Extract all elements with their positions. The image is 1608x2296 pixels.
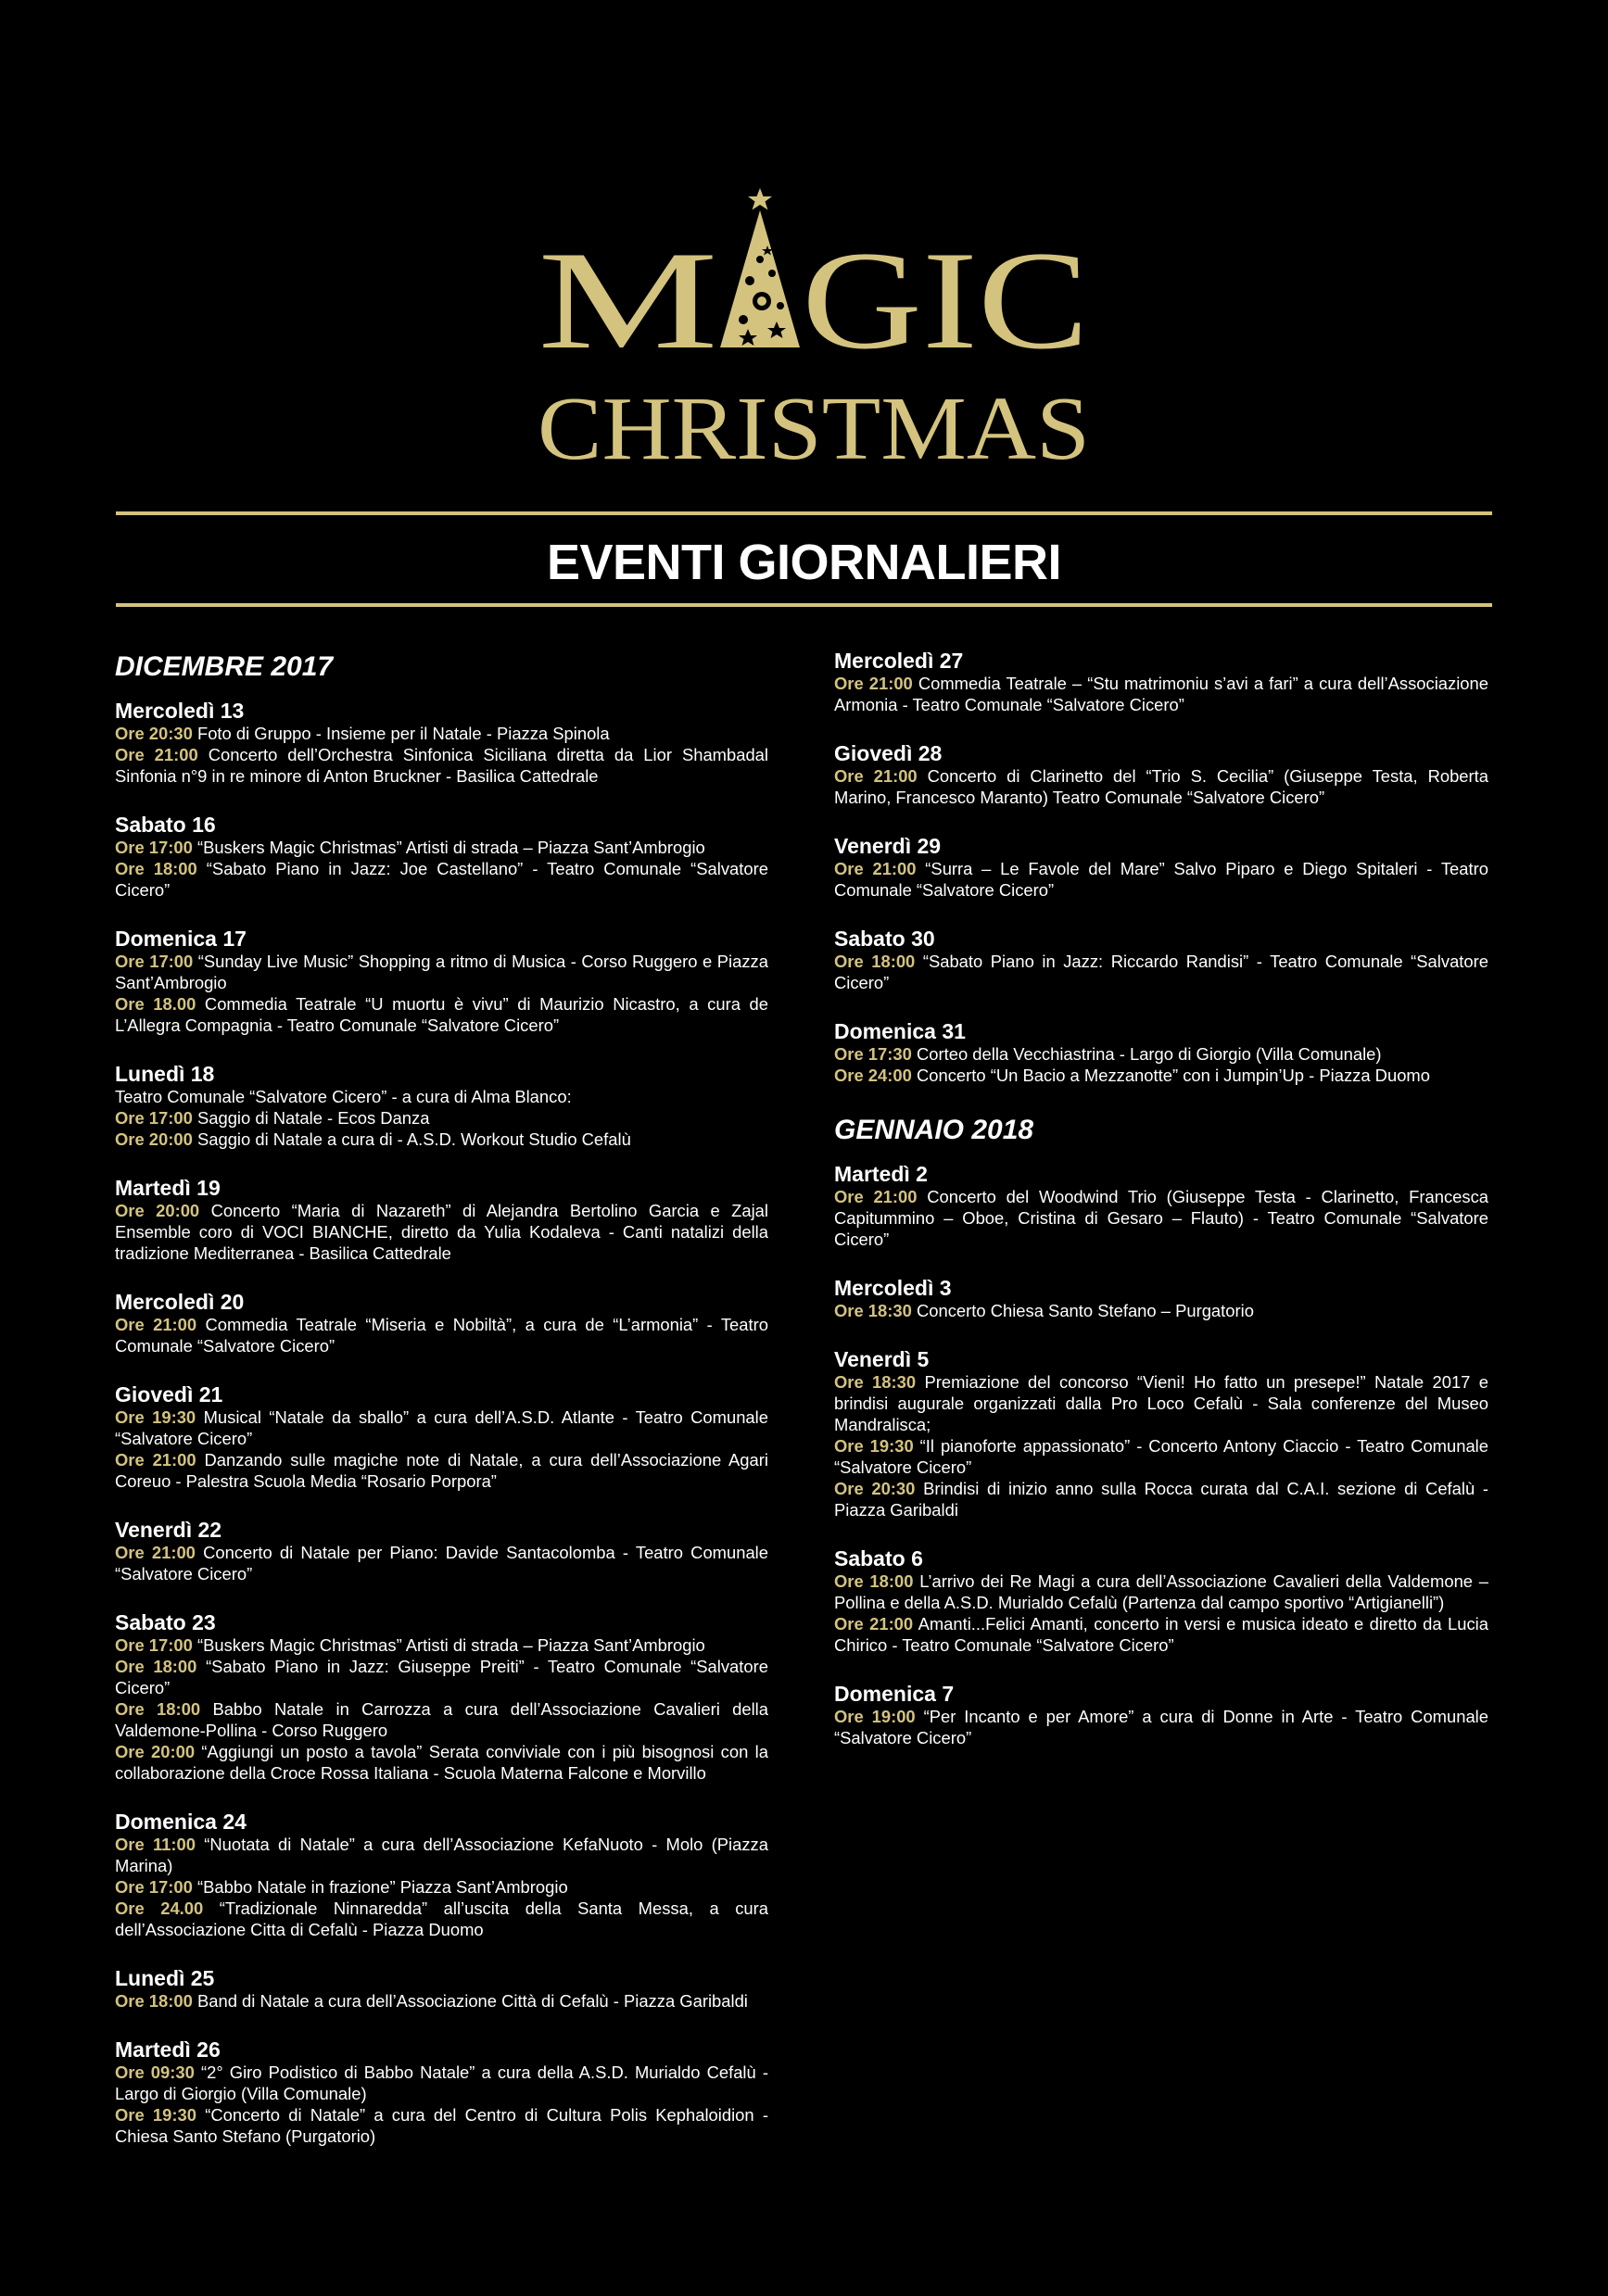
event-time: Ore 20:30 <box>115 724 193 743</box>
event-time: Ore 18:00 <box>115 859 197 878</box>
day-block <box>115 1062 768 1150</box>
day-intro: Teatro Comunale “Salvatore Cicero” - a cura di Alma Blanco: <box>115 1087 572 1106</box>
event-time: Ore 18:00 <box>834 1571 914 1591</box>
day-title: Giovedì 21 <box>115 1382 223 1407</box>
day-block <box>115 1610 768 1784</box>
event-item <box>115 1129 768 1150</box>
day-block <box>115 1966 768 2012</box>
day-title: Mercoledì 3 <box>834 1276 952 1300</box>
day-title: Domenica 17 <box>115 927 247 951</box>
event-description: “2° Giro Podistico di Babbo Natale” a cura della A.S.D. Murialdo Cefalù - Largo di Giorgio (Villa Comunale) <box>115 2063 768 2103</box>
event-description: Brindisi di inizio anno sulla Rocca curata dal C.A.I. sezione di Cefalù - Piazza Garibaldi <box>834 1479 1488 1520</box>
event-time: Ore 17:00 <box>115 1108 193 1128</box>
event-description: “Concerto di Natale” a cura del Centro di Cultura Polis Kephaloidion - Chiesa Santo Stefano (Purgatorio) <box>115 2105 768 2146</box>
logo-line2: CHRISTMAS <box>538 379 1090 468</box>
event-item <box>115 1449 768 1492</box>
event-time: Ore 20:00 <box>115 1201 200 1220</box>
event-item <box>115 1542 768 1584</box>
event-description: “Nuotata di Natale” a cura dell’Associazione KefaNuoto - Molo (Piazza Marina) <box>115 1835 768 1875</box>
event-time: Ore 19:30 <box>115 2105 196 2125</box>
day-title: Sabato 16 <box>115 813 216 837</box>
event-time: Ore 19:30 <box>115 1407 196 1427</box>
event-description: “Buskers Magic Christmas” Artisti di strada – Piazza Sant’Ambrogio <box>196 1635 705 1655</box>
event-time: Ore 19:00 <box>834 1707 916 1726</box>
day-block <box>834 1276 1488 1321</box>
event-item <box>115 1407 768 1449</box>
event-item <box>115 837 768 858</box>
event-time: Ore 24:00 <box>834 1066 912 1085</box>
event-time: Ore 18:00 <box>834 952 916 971</box>
event-item <box>115 2062 768 2104</box>
event-description: Concerto dell’Orchestra Sinfonica Siciliana diretta da Lior Shambadal Sinfonia n°9 in re minore di Anton Bruckner - Basilica Cattedrale <box>115 745 768 786</box>
event-description: “Surra – Le Favole del Mare” Salvo Piparo e Diego Spitaleri - Teatro Comunale “Salvatore Cicero” <box>834 859 1488 900</box>
event-item <box>115 1314 768 1356</box>
event-description: “Il pianoforte appassionato” - Concerto Antony Ciaccio - Teatro Comunale “Salvatore Cicero” <box>834 1436 1488 1477</box>
event-description: Amanti...Felici Amanti, concerto in versi e musica ideato e diretto da Lucia Chirico - Teatro Comunale “Salvatore Cicero” <box>834 1614 1488 1655</box>
day-title: Giovedì 28 <box>834 741 943 765</box>
event-time: Ore 20:00 <box>115 1129 193 1149</box>
event-description: “Tradizionale Ninnaredda” all’uscita della Santa Messa, a cura dell’Associazione Citta di Cefalù - Piazza Duomo <box>115 1899 768 1939</box>
event-time: Ore 18.00 <box>115 994 196 1014</box>
day-title: Venerdì 5 <box>834 1347 930 1371</box>
day-block <box>834 649 1488 715</box>
day-title: Venerdì 29 <box>834 834 942 858</box>
day-title: Venerdì 22 <box>115 1518 222 1542</box>
day-block <box>115 927 768 1036</box>
event-time: Ore 18:00 <box>115 1657 197 1676</box>
event-description: “Per Incanto e per Amore” a cura di Donne in Arte - Teatro Comunale “Salvatore Cicero” <box>834 1707 1488 1747</box>
event-time: Ore 18:00 <box>115 1699 201 1719</box>
event-description: Corteo della Vecchiastrina - Largo di Giorgio (Villa Comunale) <box>916 1044 1382 1064</box>
event-item <box>834 1300 1488 1321</box>
day-title: Martedì 19 <box>115 1176 221 1200</box>
event-item <box>834 951 1488 993</box>
event-time: Ore 21:00 <box>115 1450 196 1470</box>
event-time: Ore 21:00 <box>115 1543 196 1562</box>
day-block <box>115 1810 768 1940</box>
event-description: “Aggiungi un posto a tavola” Serata conviviale con i più bisognosi con la collaborazione della Croce Rossa Italiana - Scuola Materna Falcone e Morvillo <box>115 1742 768 1783</box>
day-block <box>115 1382 768 1492</box>
event-item <box>834 1371 1488 1435</box>
title-rule-bottom <box>116 603 1492 607</box>
event-item <box>834 1478 1488 1520</box>
event-time: Ore 09:30 <box>115 2063 195 2082</box>
day-title: Mercoledì 20 <box>115 1290 245 1314</box>
day-title: Domenica 7 <box>834 1682 955 1706</box>
day-block <box>115 1518 768 1584</box>
event-item <box>834 1065 1488 1086</box>
day-block <box>834 1347 1488 1520</box>
event-item <box>115 723 768 744</box>
day-block <box>834 1162 1488 1250</box>
page-title: EVENTI GIORNALIERI <box>546 535 1062 590</box>
event-time: Ore 21:00 <box>834 1614 914 1634</box>
event-item <box>834 1571 1488 1613</box>
event-item <box>834 1043 1488 1065</box>
event-item <box>115 1990 768 2012</box>
day-block <box>834 741 1488 808</box>
events-column-left <box>115 649 768 2173</box>
event-item <box>834 765 1488 808</box>
day-title: Mercoledì 13 <box>115 699 245 723</box>
event-description: Band di Natale a cura dell’Associazione Città di Cefalù - Piazza Garibaldi <box>196 1991 748 2011</box>
event-time: Ore 19:30 <box>834 1436 914 1456</box>
day-title: Lunedì 25 <box>115 1966 215 1990</box>
event-item <box>115 951 768 993</box>
event-time: Ore 21:00 <box>834 766 918 786</box>
day-title: Sabato 23 <box>115 1610 216 1634</box>
day-block <box>834 1682 1488 1748</box>
event-item <box>834 858 1488 901</box>
event-time: Ore 17:00 <box>115 952 194 971</box>
event-description: “Babbo Natale in frazione” Piazza Sant’Ambrogio <box>196 1877 568 1897</box>
day-block <box>115 699 768 787</box>
event-time: Ore 17:00 <box>115 1877 193 1897</box>
event-time: Ore 17:00 <box>115 838 193 857</box>
event-item <box>115 1876 768 1898</box>
event-description: Concerto Chiesa Santo Stefano – Purgatorio <box>916 1301 1254 1320</box>
day-block <box>115 1290 768 1356</box>
event-item <box>115 993 768 1036</box>
event-item <box>115 1656 768 1698</box>
event-time: Ore 18:30 <box>834 1372 917 1392</box>
christmas-tree-logo-icon <box>538 181 1094 468</box>
day-title: Martedì 2 <box>834 1162 928 1186</box>
event-time: Ore 21:00 <box>115 745 198 764</box>
event-description: Concerto “Un Bacio a Mezzanotte” con i Jumpin’Up - Piazza Duomo <box>916 1066 1430 1085</box>
star-icon <box>748 188 772 210</box>
event-item <box>115 1634 768 1656</box>
event-description: Premiazione del concorso “Vieni! Ho fatto un presepe!” Natale 2017 e brindisi augurale organizzati dalla Pro Loco Cefalù - Sala conferenze del Museo Mandralisca; <box>834 1372 1488 1434</box>
event-time: Ore 21:00 <box>115 1315 197 1334</box>
event-item <box>834 1186 1488 1250</box>
event-description: “Sabato Piano in Jazz: Giuseppe Preiti” - Teatro Comunale “Salvatore Cicero” <box>115 1657 768 1697</box>
event-item <box>115 2104 768 2147</box>
event-description: “Buskers Magic Christmas” Artisti di strada – Piazza Sant’Ambrogio <box>196 838 705 857</box>
event-time: Ore 24.00 <box>115 1899 204 1918</box>
event-description: “Sabato Piano in Jazz: Joe Castellano” - Teatro Comunale “Salvatore Cicero” <box>115 859 768 900</box>
event-item <box>115 1741 768 1784</box>
event-description: Danzando sulle magiche note di Natale, a cura dell’Associazione Agari Coreuo - Palestra Scuola Media “Rosario Porpora” <box>115 1450 768 1491</box>
day-block <box>834 1019 1488 1086</box>
event-time: Ore 21:00 <box>834 674 913 693</box>
event-description: Concerto del Woodwind Trio (Giuseppe Testa - Clarinetto, Francesca Capitummino – Oboe, Cristina di Gesaro – Flauto) - Teatro Comunale “Salvatore Cicero” <box>834 1187 1488 1249</box>
event-item <box>115 1834 768 1876</box>
event-description: Concerto di Clarinetto del “Trio S. Cecilia” (Giuseppe Testa, Roberta Marino, Francesco Maranto) Teatro Comunale “Salvatore Cicero” <box>834 766 1488 807</box>
day-title: Sabato 6 <box>834 1546 923 1571</box>
event-description: Foto di Gruppo - Insieme per il Natale - Piazza Spinola <box>196 724 610 743</box>
day-title: Sabato 30 <box>834 927 935 951</box>
event-item <box>115 1107 768 1129</box>
event-description: Babbo Natale in Carrozza a cura dell’Associazione Cavalieri della Valdemone-Pollina - Corso Ruggero <box>115 1699 768 1740</box>
logo-letters-gic: GIC <box>802 222 1089 378</box>
event-time: Ore 17:30 <box>834 1044 912 1064</box>
day-title: Domenica 24 <box>115 1810 247 1834</box>
event-description: Concerto “Maria di Nazareth” di Alejandra Bertolino Garcia e Zajal Ensemble coro di VOCI BIANCHE, diretto da Yulia Kodaleva - Canti natalizi della tradizione Mediterranea - Basilica Cattedrale <box>115 1201 768 1263</box>
day-block <box>115 2037 768 2147</box>
events-column-right <box>834 649 1488 1774</box>
month-heading: GENNAIO 2018 <box>834 1115 1034 1145</box>
event-description: “Sabato Piano in Jazz: Riccardo Randisi” - Teatro Comunale “Salvatore Cicero” <box>834 952 1488 992</box>
event-description: Saggio di Natale - Ecos Danza <box>196 1108 430 1128</box>
day-block <box>834 927 1488 993</box>
event-description: “Sunday Live Music” Shopping a ritmo di Musica - Corso Ruggero e Piazza Sant’Ambrogio <box>115 952 768 992</box>
event-item <box>115 1698 768 1741</box>
event-item <box>115 744 768 787</box>
logo-letter-m: M <box>538 222 718 378</box>
event-item <box>834 1706 1488 1748</box>
title-rule-top <box>116 511 1492 515</box>
day-block <box>115 1176 768 1264</box>
event-item <box>834 1613 1488 1656</box>
day-title: Domenica 31 <box>834 1019 966 1043</box>
day-block <box>834 1546 1488 1656</box>
event-item <box>115 1200 768 1264</box>
event-time: Ore 21:00 <box>834 1187 918 1206</box>
event-time: Ore 11:00 <box>115 1835 196 1854</box>
event-time: Ore 18:30 <box>834 1301 912 1320</box>
day-title: Mercoledì 27 <box>834 649 964 673</box>
event-time: Ore 20:00 <box>115 1742 196 1761</box>
event-time: Ore 17:00 <box>115 1635 193 1655</box>
event-item <box>834 673 1488 715</box>
event-item <box>115 858 768 901</box>
day-title: Martedì 26 <box>115 2037 221 2062</box>
event-description: Commedia Teatrale – “Stu matrimoniu s’avi a fari” a cura dell’Associazione Armonia - Teatro Comunale “Salvatore Cicero” <box>834 674 1488 714</box>
event-description: Commedia Teatrale “U muortu è vivu” di Maurizio Nicastro, a cura de L’Allegra Compagnia - Teatro Comunale “Salvatore Cicero” <box>115 994 768 1035</box>
event-time: Ore 21:00 <box>834 859 917 878</box>
event-item <box>834 1435 1488 1478</box>
event-description: Concerto di Natale per Piano: Davide Santacolomba - Teatro Comunale “Salvatore Cicero” <box>115 1543 768 1583</box>
event-description: Saggio di Natale a cura di - A.S.D. Workout Studio Cefalù <box>196 1129 631 1149</box>
event-time: Ore 20:30 <box>834 1479 916 1498</box>
month-heading: DICEMBRE 2017 <box>115 651 334 682</box>
event-description: L’arrivo dei Re Magi a cura dell’Associazione Cavalieri della Valdemone – Pollina e della A.S.D. Murialdo Cefalù (Partenza dal campo sportivo “Artigianelli”) <box>834 1571 1488 1612</box>
day-block <box>834 834 1488 901</box>
event-description: Commedia Teatrale “Miseria e Nobiltà”, a cura de “L’armonia” - Teatro Comunale “Salvatore Cicero” <box>115 1315 768 1356</box>
day-title: Lunedì 18 <box>115 1062 215 1086</box>
magic-christmas-logo <box>538 181 1094 468</box>
event-description: Musical “Natale da sballo” a cura dell’A.S.D. Atlante - Teatro Comunale “Salvatore Cicero” <box>115 1407 768 1448</box>
event-item <box>115 1898 768 1940</box>
day-block <box>115 813 768 901</box>
event-time: Ore 18:00 <box>115 1991 193 2011</box>
